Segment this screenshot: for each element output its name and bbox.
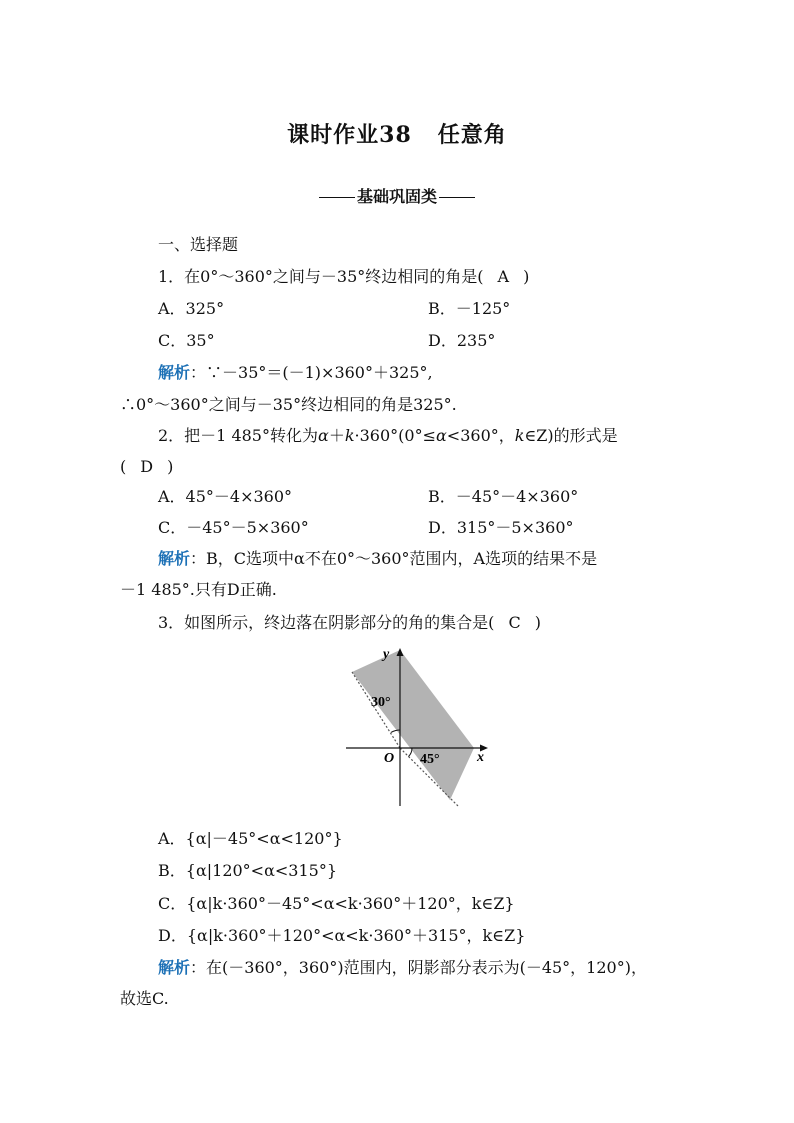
q1-jiexi xyxy=(158,362,433,384)
q2-stem-d: <360°， xyxy=(446,426,515,445)
q3-jiexi-text: ：在(－360°，360°)范围内，阴影部分表示为(－45°，120°)， xyxy=(190,958,647,977)
dash-left xyxy=(319,197,355,198)
section-heading xyxy=(0,184,794,207)
q3-option-a: A．{α|－45°<α<120°} xyxy=(158,829,343,848)
section-label: 基础巩固类 xyxy=(356,187,437,206)
q1-stem-text: 1．在0°～360°之间与－35°终边相同的角是( xyxy=(158,267,484,286)
q1-answer: A xyxy=(497,267,510,286)
q1-option-c: C．35° xyxy=(158,331,215,350)
arc-45 xyxy=(409,748,413,757)
part-heading: 一、选择题 xyxy=(158,235,239,254)
origin-label: O xyxy=(384,751,395,766)
q2-stem xyxy=(158,425,618,447)
q2-stem-e: ∈Z)的形式是 xyxy=(524,426,618,445)
x-axis-label: x xyxy=(477,750,484,765)
q1-option-d: D．235° xyxy=(428,331,496,350)
q2-jiexi-text: ：B，C选项中α不在0°～360°范围内，A选项的结果不是 xyxy=(190,549,598,568)
q2-stem-b: ＋ xyxy=(328,426,345,445)
q1-jiexi-line2: ∴0°～360°之间与－35°终边相同的角是325°. xyxy=(120,395,457,414)
q2-close: ) xyxy=(167,457,174,476)
q2-stem-a: 2．把－1 485°转化为 xyxy=(158,426,318,445)
q2-alpha1: α xyxy=(318,426,329,445)
q2-option-d: D．315°－5×360° xyxy=(428,518,574,537)
q1-option-a: A．325° xyxy=(158,299,225,318)
q3-option-d: D．{α|k·360°＋120°<α<k·360°＋315°，k∈Z} xyxy=(158,926,526,945)
dash-right xyxy=(439,197,475,198)
q2-answer: D xyxy=(140,457,154,476)
q2-option-b: B．－45°－4×360° xyxy=(428,487,579,506)
title-main: 课时作业38 xyxy=(287,122,412,148)
angle-figure xyxy=(338,644,498,810)
angle-30-label: 30° xyxy=(371,695,391,710)
q3-jiexi xyxy=(158,957,647,979)
q1-close: ) xyxy=(523,267,530,286)
title-topic: 任意角 xyxy=(437,122,507,148)
q2-answer-line xyxy=(120,456,173,478)
q3-answer: C xyxy=(508,613,521,632)
q2-stem-c: ·360°(0°≤ xyxy=(354,426,436,445)
q2-jiexi xyxy=(158,548,597,570)
q2-alpha2: α xyxy=(435,426,447,445)
q3-stem xyxy=(158,612,541,634)
shaded-region xyxy=(352,650,474,800)
q3-stem-text: 3．如图所示，终边落在阴影部分的角的集合是( xyxy=(158,613,495,632)
q3-jiexi-line2: 故选C. xyxy=(120,989,169,1008)
q1-jiexi-label: 解析 xyxy=(158,363,191,382)
q1-jiexi-text: ：∵－35°＝(－1)×360°＋325°, xyxy=(190,363,433,382)
q2-k1: k xyxy=(344,426,355,445)
q1-stem xyxy=(158,266,529,288)
q1-option-b: B．－125° xyxy=(428,299,511,318)
q3-close: ) xyxy=(534,613,541,632)
q2-option-c: C．－45°－5×360° xyxy=(158,518,309,537)
q2-jiexi-label: 解析 xyxy=(158,549,191,568)
y-axis-label: y xyxy=(383,647,390,662)
q2-option-a: A．45°－4×360° xyxy=(158,487,293,506)
q2-jiexi-line2: －1 485°.只有D正确. xyxy=(120,580,277,599)
q3-option-b: B．{α|120°<α<315°} xyxy=(158,861,338,880)
angle-45-label: 45° xyxy=(420,752,440,767)
q2-k2: k xyxy=(514,426,525,445)
q3-option-c: C．{α|k·360°－45°<α<k·360°＋120°，k∈Z} xyxy=(158,894,515,913)
q3-jiexi-label: 解析 xyxy=(158,958,191,977)
q2-open: ( xyxy=(120,457,127,476)
page-title xyxy=(0,118,794,149)
angle-diagram xyxy=(338,644,498,810)
